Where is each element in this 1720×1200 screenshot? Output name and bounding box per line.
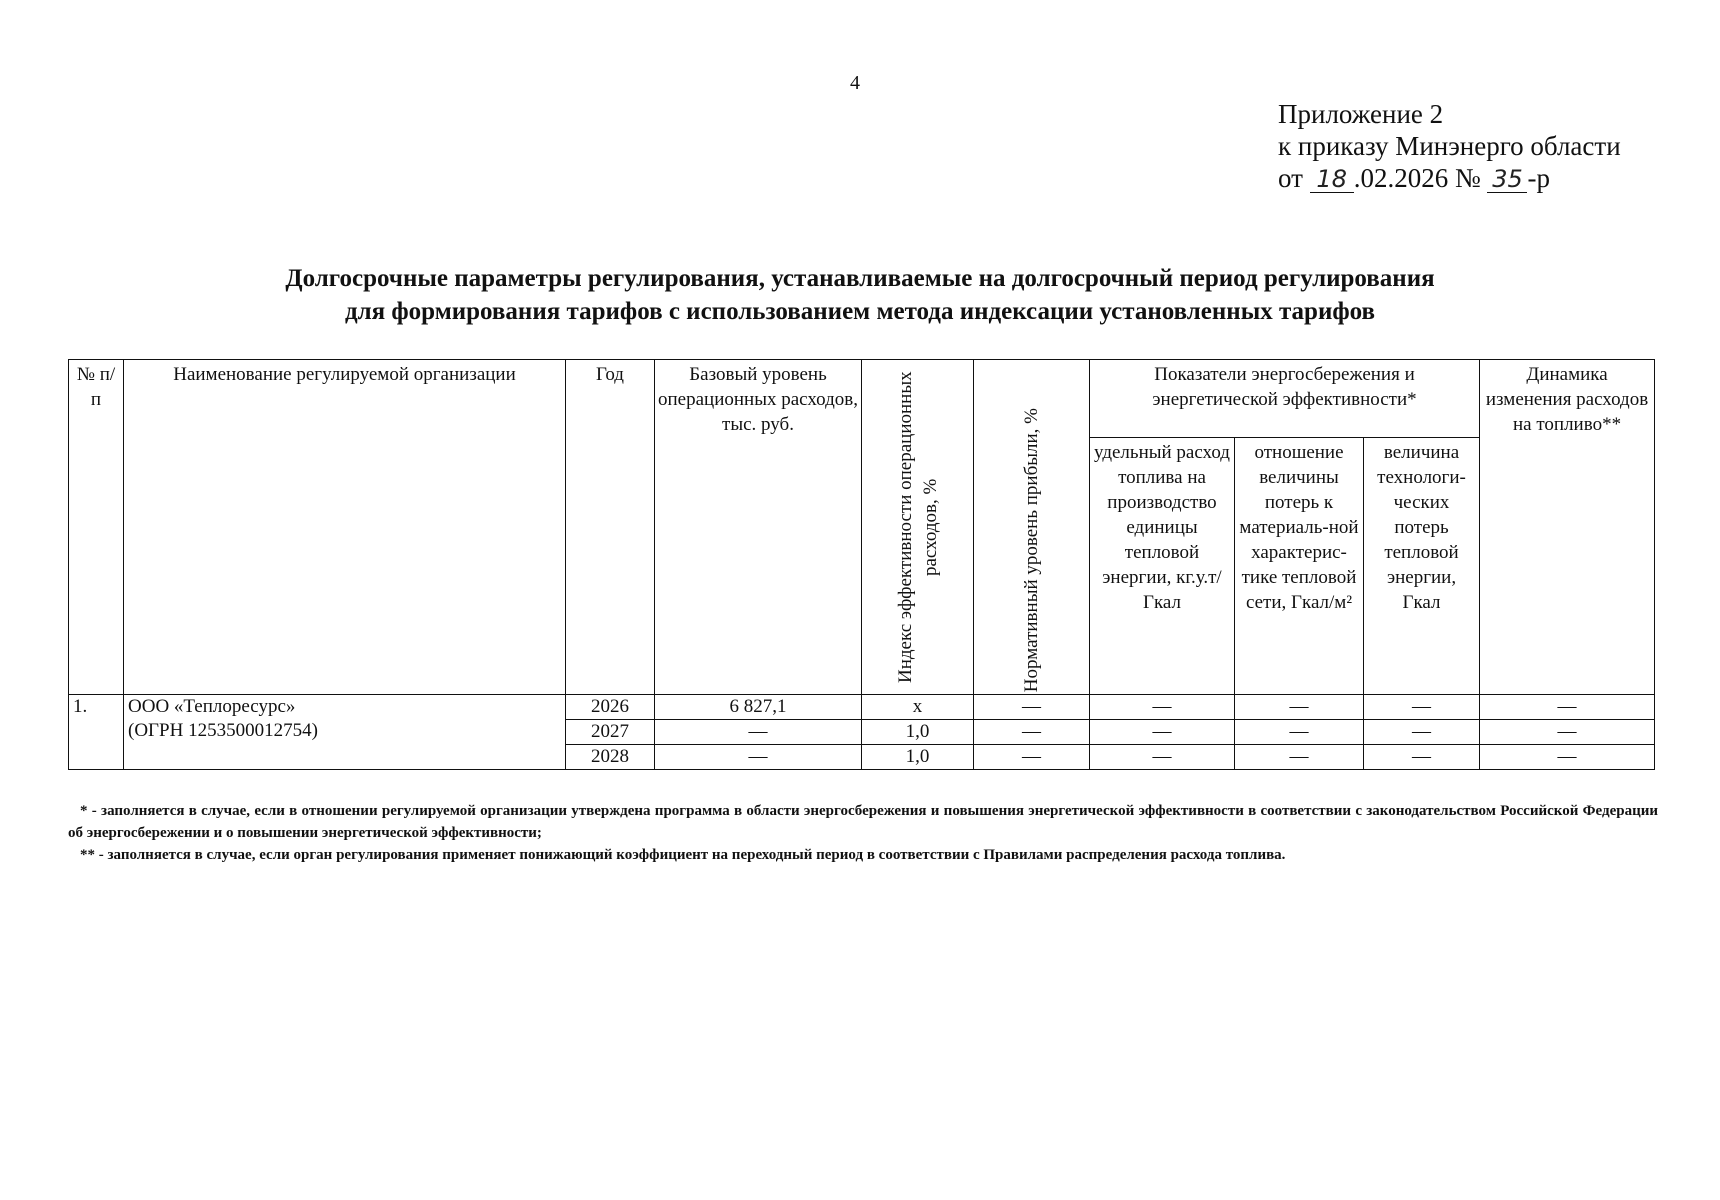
cell-year: 2027 — [566, 720, 655, 745]
cell-year: 2028 — [566, 745, 655, 770]
header-base-level: Базовый уровень операционных расходов, тыс. руб. — [655, 360, 862, 695]
parameters-table — [68, 359, 1655, 770]
cell-profit: — — [974, 695, 1090, 720]
cell-loss: — — [1235, 695, 1364, 720]
table-row — [69, 695, 1655, 720]
org-num: 1. — [69, 695, 124, 770]
appendix-block — [1278, 98, 1621, 194]
cell-profit: — — [974, 720, 1090, 745]
header-row-1 — [69, 360, 1655, 438]
cell-base: — — [655, 720, 862, 745]
cell-index: 1,0 — [862, 720, 974, 745]
header-profit-level-text: Нормативный уровень прибыли, % — [1021, 407, 1042, 692]
cell-profit: — — [974, 745, 1090, 770]
header-energy-group: Показатели энергосбережения и энергетической эффективности* — [1090, 360, 1480, 438]
header-fuel-consumption: удельный расход топлива на производство единицы тепловой энергии, кг.у.т/Гкал — [1090, 438, 1235, 695]
cell-tech: — — [1364, 745, 1480, 770]
date-prefix: от — [1278, 163, 1303, 193]
org-name-cell — [124, 695, 566, 770]
cell-fuel: — — [1090, 695, 1235, 720]
header-loss-ratio: отношение величины потерь к материаль-ной характерис-тике тепловой сети, Гкал/м² — [1235, 438, 1364, 695]
cell-index: х — [862, 695, 974, 720]
header-num: № п/п — [69, 360, 124, 695]
org-ogrn: (ОГРН 1253500012754) — [128, 720, 318, 741]
handwritten-order-number: 35 — [1487, 166, 1527, 193]
cell-tech: — — [1364, 720, 1480, 745]
cell-dyn: — — [1480, 720, 1655, 745]
appendix-title: Приложение 2 — [1278, 99, 1444, 129]
cell-index: 1,0 — [862, 745, 974, 770]
cell-dyn: — — [1480, 695, 1655, 720]
header-fuel-dynamics: Динамика изменения расходов на топливо** — [1480, 360, 1655, 695]
document-title — [60, 262, 1660, 328]
cell-base: 6 827,1 — [655, 695, 862, 720]
cell-fuel: — — [1090, 745, 1235, 770]
header-tech-losses: величина технологи-ческих потерь тепловой энергии, Гкал — [1364, 438, 1480, 695]
org-name: ООО «Теплоресурс» — [128, 696, 296, 717]
cell-base: — — [655, 745, 862, 770]
order-suffix: -р — [1527, 163, 1550, 193]
title-line-1: Долгосрочные параметры регулирования, устанавливаемые на долгосрочный период регулирования — [285, 265, 1435, 292]
cell-loss: — — [1235, 720, 1364, 745]
page-number: 4 — [850, 72, 860, 94]
title-line-2: для формирования тарифов с использованием метода индексации установленных тарифов — [344, 298, 1376, 325]
cell-fuel: — — [1090, 720, 1235, 745]
cell-loss: — — [1235, 745, 1364, 770]
header-profit-level — [974, 360, 1090, 695]
header-year: Год — [566, 360, 655, 695]
cell-year: 2026 — [566, 695, 655, 720]
header-efficiency-index-text: Индекс эффективности операционных расходов, % — [894, 371, 941, 683]
cell-dyn: — — [1480, 745, 1655, 770]
footnote-2: ** - заполняется в случае, если орган регулирования применяет понижающий коэффициент на переходный период в соответствии с Правилами распределения расхода топлива. — [80, 847, 1286, 863]
header-efficiency-index — [862, 360, 974, 695]
footnotes — [68, 800, 1658, 866]
appendix-order-ref: к приказу Минэнерго области — [1278, 131, 1621, 161]
cell-tech: — — [1364, 695, 1480, 720]
date-rest: .02.2026 № — [1353, 163, 1481, 193]
handwritten-day: 18 — [1310, 166, 1354, 193]
header-name: Наименование регулируемой организации — [124, 360, 566, 695]
appendix-date-line — [1278, 162, 1621, 194]
footnote-1: * - заполняется в случае, если в отношении регулируемой организации утверждена программа в области энергосбережения и повышения энергетической эффективности в соответствии с законодательством Российской Федерации об энергосбережении и о повышении энергетической эффективности; — [68, 803, 1658, 841]
